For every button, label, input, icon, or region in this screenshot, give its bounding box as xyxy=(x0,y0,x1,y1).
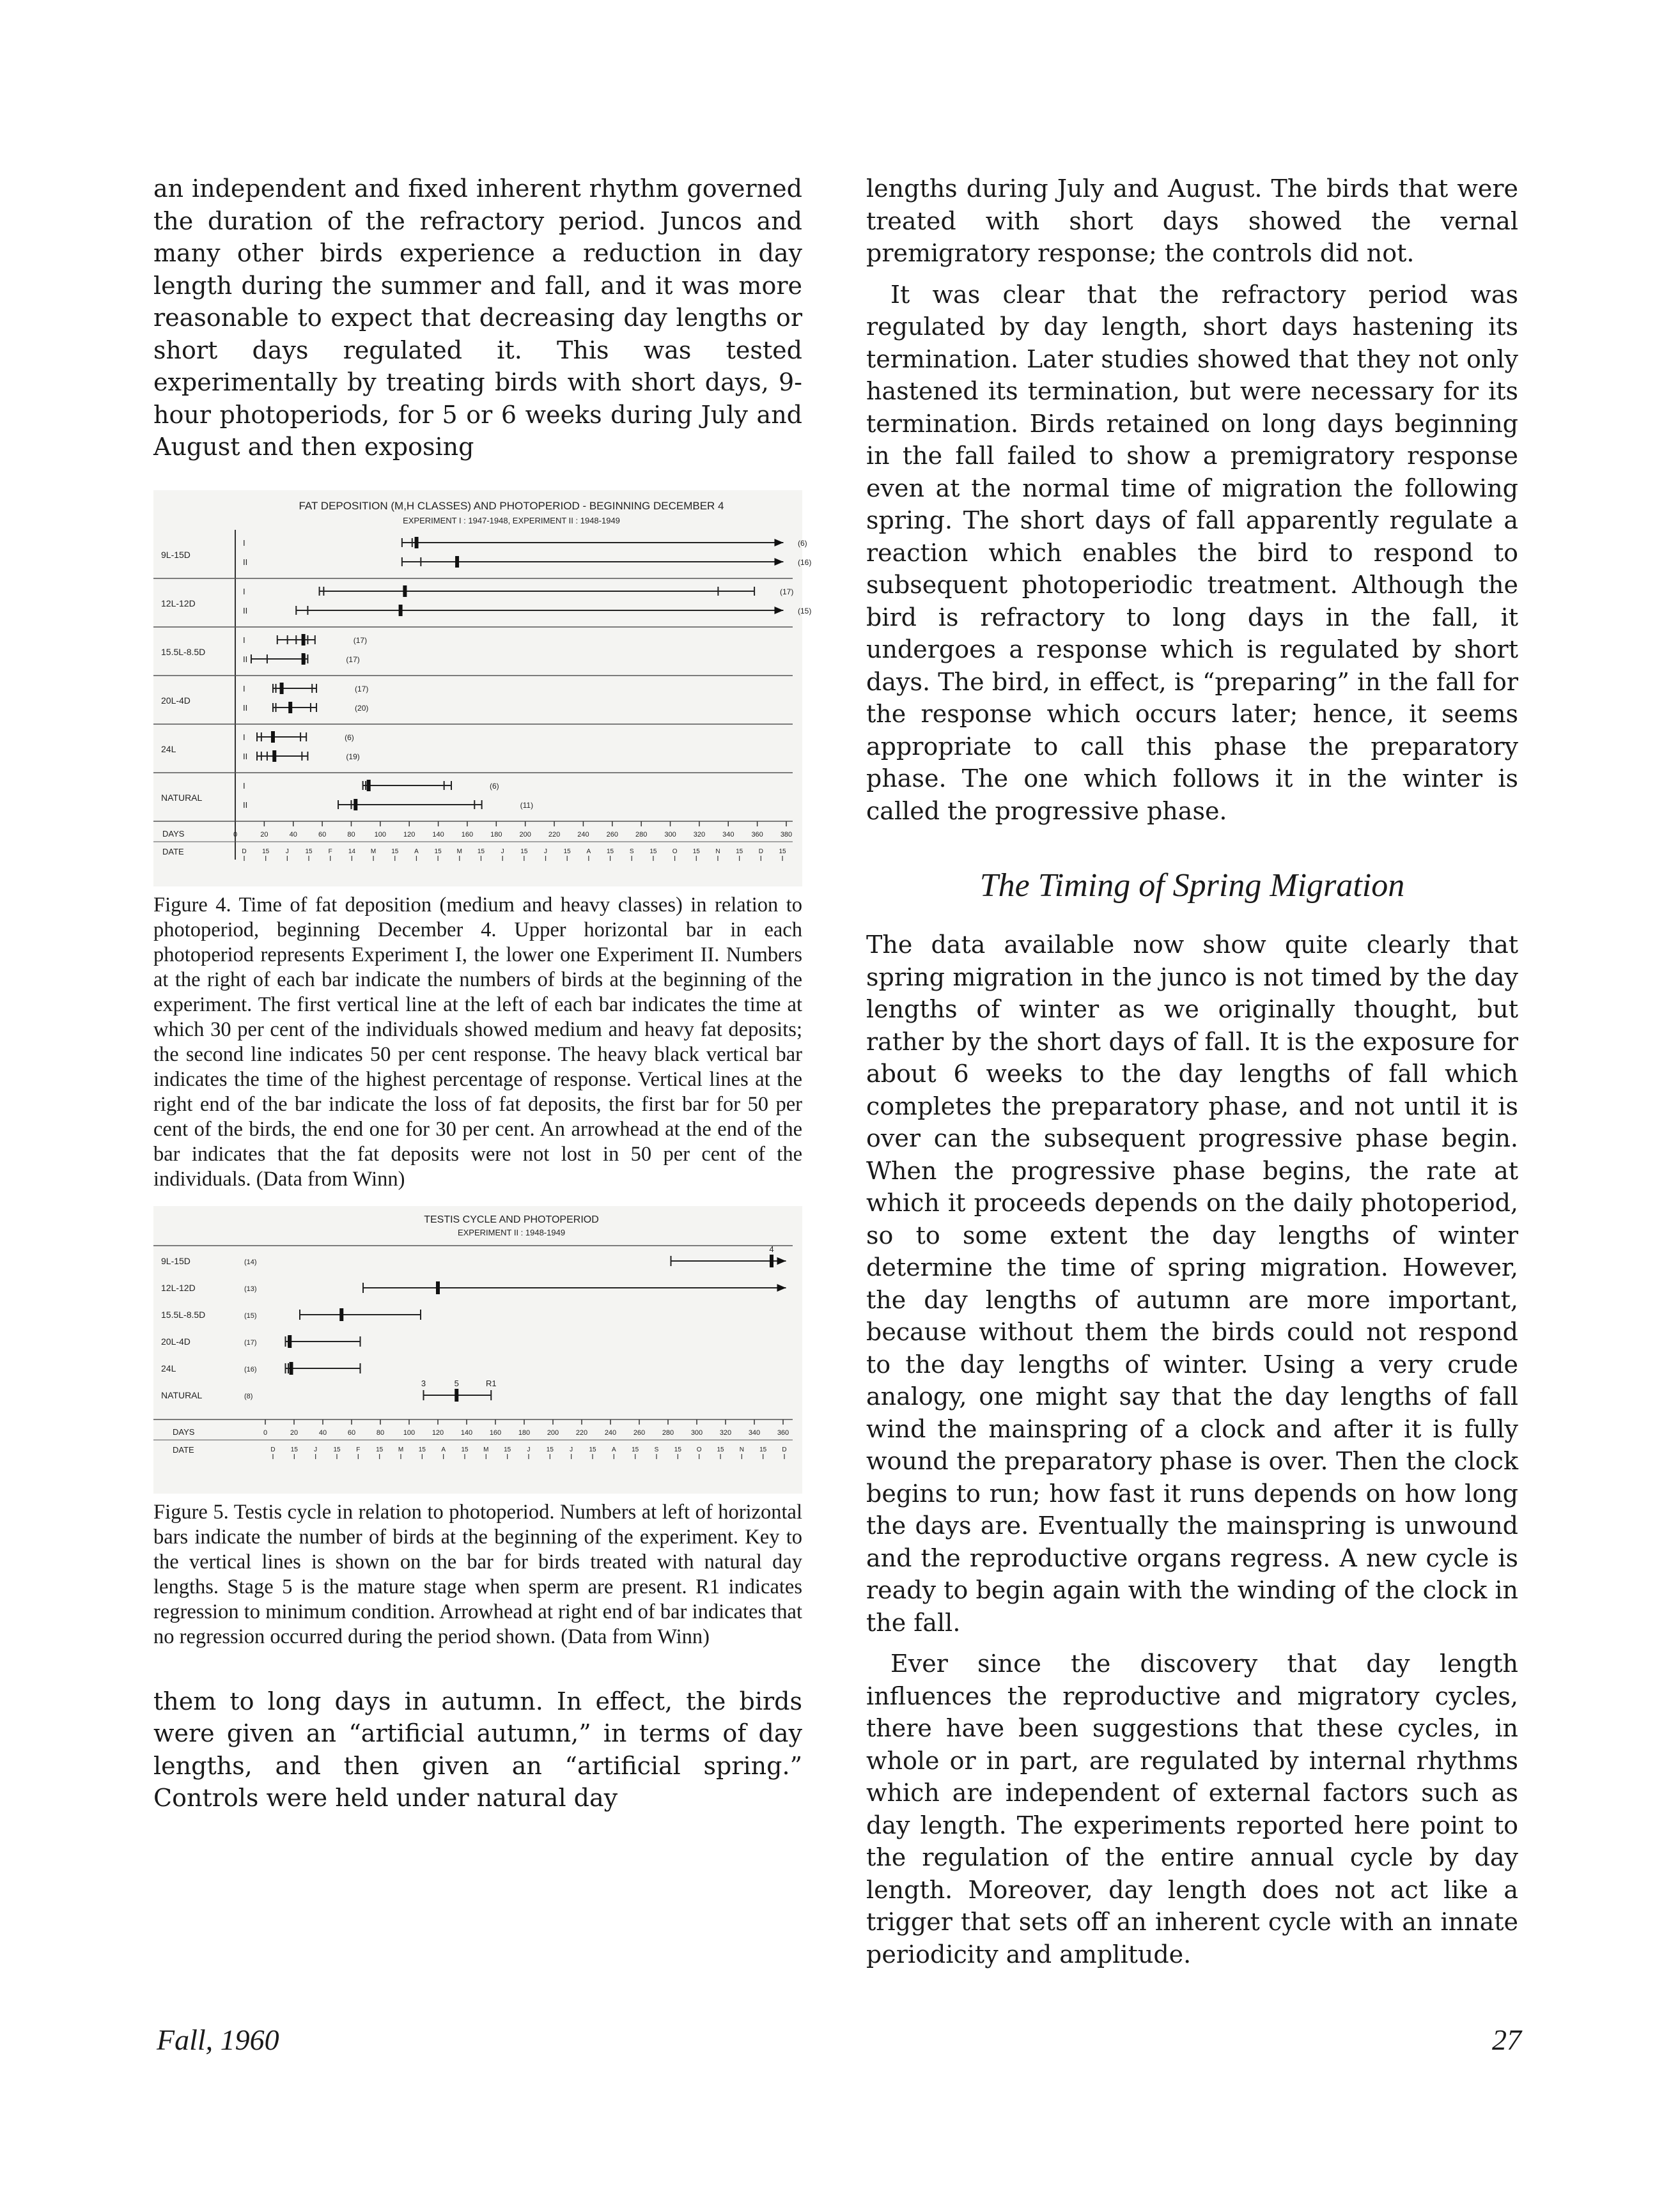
figure-5-caption: Figure 5. Testis cycle in relation to photoperiod. Numbers at left of horizontal bars indicate the number of birds at the beginning of the experiment. Key to the vertical lines is shown on the bar for birds treated with natural day lengths. Stage 5 is the mature stage when sperm are present. R1 indicates regression to minimum condition. Arrowhead at right end of bar indicates that no regression occurred during the period shown. (Data from Winn) xyxy=(153,1500,802,1648)
group-label: 9L-15D xyxy=(161,549,190,560)
date-label: DATE xyxy=(173,1444,194,1455)
key-label: R1 xyxy=(485,1378,497,1388)
experiment-label: I xyxy=(243,538,245,548)
experiment-label: II xyxy=(243,557,248,567)
x-tick-label: 160 xyxy=(461,830,474,839)
x-tick-label: 80 xyxy=(376,1428,385,1437)
x-tick-label: 120 xyxy=(403,830,416,839)
x-tick-label: 160 xyxy=(489,1428,502,1437)
fat-deposition-chart xyxy=(153,490,812,886)
bird-count: (17) xyxy=(244,1338,257,1347)
peak-bar xyxy=(399,605,403,616)
key-label: 3 xyxy=(421,1378,426,1388)
x-tick-label: 260 xyxy=(606,830,618,839)
chart-title: FAT DEPOSITION (M,H CLASSES) AND PHOTOPERIOD - BEGINNING DECEMBER 4 xyxy=(299,499,724,512)
date-tick-label: 15 xyxy=(674,1446,681,1453)
body-paragraph: Ever since the discovery that day length influences the reproductive and migratory cycles, there have been suggestions that these cycles, in whole or in part, are regulated by internal rhythms which are independent of external factors such as day length. The experiments reported here point to the regulation of the entire annual cycle by day length. Moreover, day length does not act like a trigger that sets off an inherent cycle with an innate periodicity and amplitude. xyxy=(866,1650,1518,1968)
date-tick-label: D xyxy=(758,847,763,855)
key-label: 5 xyxy=(454,1378,459,1388)
date-tick-label: J xyxy=(570,1446,573,1453)
experiment-label: II xyxy=(243,800,248,810)
date-tick-label: A xyxy=(441,1446,446,1453)
group-label: NATURAL xyxy=(161,792,203,803)
experiment-label: II xyxy=(243,654,248,664)
right-column xyxy=(866,173,1518,1970)
row-label: 20L-4D xyxy=(161,1336,190,1347)
x-tick-label: 60 xyxy=(347,1428,356,1437)
x-tick-label: 20 xyxy=(290,1428,299,1437)
bird-count: (6) xyxy=(345,732,354,742)
date-tick-label: 15 xyxy=(376,1446,384,1453)
peak-bar xyxy=(339,1308,343,1321)
date-tick-label: D xyxy=(782,1446,787,1453)
x-tick-label: 120 xyxy=(431,1428,444,1437)
date-tick-label: O xyxy=(696,1446,702,1453)
row-label: 12L-12D xyxy=(161,1282,196,1293)
date-tick-label: D xyxy=(270,1446,276,1453)
x-tick-label: 100 xyxy=(374,830,387,839)
date-tick-label: 15 xyxy=(333,1446,341,1453)
x-tick-label: 220 xyxy=(575,1428,588,1437)
date-tick-label: J xyxy=(501,847,504,855)
body-paragraph: lengths during July and August. The birds that were treated with short days showed the vernal premigratory response; the controls did not. xyxy=(866,174,1518,267)
peak-bar xyxy=(280,683,284,694)
peak-bar xyxy=(288,1335,291,1348)
date-tick-label: O xyxy=(672,847,678,855)
peak-bar xyxy=(354,799,357,810)
peak-bar xyxy=(455,1389,458,1402)
days-label: DAYS xyxy=(173,1427,195,1437)
left-column xyxy=(153,173,812,1814)
x-tick-label: 140 xyxy=(460,1428,473,1437)
x-tick-label: 360 xyxy=(751,830,763,839)
body-paragraph: The data available now show quite clearly that spring migration in the junco is not timed by the day lengths of winter as we originally thought, but rather by the short days of fall. It is the exposure for about 6 weeks to the day lengths of fall which completes the preparatory phase, and not until it is over can the subsequent progressive phase begin. When the progressive phase begins, the rate at which it proceeds depends on the daily photoperiod, so to some extent the day lengths of winter determine the time of spring migration. However, the day lengths of autumn are more important, because without them the birds could not respond to the day lengths of winter. Using a very crude analogy, one might say that the day lengths of fall wind the mainspring of a clock and after it is fully wound the preparatory phase is over. Then the clock begins to run; how fast it runs depends on how long the days are. Eventually the mainspring is unwound and the reproductive organs regress. A new cycle is ready to begin again with the winding of the clock in the fall. xyxy=(866,931,1518,1637)
date-tick-label: 15 xyxy=(418,1446,426,1453)
body-paragraph: them to long days in autumn. In effect, the birds were given an “artificial autumn,” in terms of day lengths, and then given an “artificial spring.” Controls were held under natural day xyxy=(153,1687,802,1812)
experiment-label: I xyxy=(243,635,245,645)
x-tick-label: 380 xyxy=(780,830,793,839)
date-tick-label: J xyxy=(544,847,548,855)
date-tick-label: S xyxy=(654,1446,659,1453)
date-tick-label: 15 xyxy=(759,1446,767,1453)
figure-5 xyxy=(153,1206,802,1494)
x-tick-label: 280 xyxy=(662,1428,674,1437)
peak-bar xyxy=(271,731,275,743)
row-label: 15.5L-8.5D xyxy=(161,1309,206,1320)
date-tick-label: 15 xyxy=(504,1446,511,1453)
date-tick-label: J xyxy=(314,1446,318,1453)
bird-count: (6) xyxy=(489,781,499,791)
x-tick-label: 320 xyxy=(719,1428,732,1437)
x-tick-label: 80 xyxy=(347,830,355,839)
date-tick-label: 15 xyxy=(632,1446,639,1453)
date-tick-label: 15 xyxy=(649,847,657,855)
bird-count: (17) xyxy=(353,635,368,645)
date-tick-label: M xyxy=(456,847,462,855)
date-tick-label: 15 xyxy=(589,1446,596,1453)
date-tick-label: 15 xyxy=(305,847,313,855)
date-tick-label: F xyxy=(328,847,332,855)
bird-count: (16) xyxy=(244,1365,257,1373)
date-tick-label: 14 xyxy=(348,847,355,855)
date-tick-label: J xyxy=(285,847,289,855)
x-tick-label: 200 xyxy=(519,830,531,839)
figure-background xyxy=(153,1206,802,1494)
group-label: 20L-4D xyxy=(161,695,190,706)
date-tick-label: N xyxy=(715,847,720,855)
group-label: 15.5L-8.5D xyxy=(161,646,206,657)
date-tick-label: 15 xyxy=(563,847,571,855)
date-tick-label: A xyxy=(611,1446,616,1453)
x-tick-label: 300 xyxy=(664,830,676,839)
experiment-label: I xyxy=(243,683,245,693)
bird-count: (17) xyxy=(780,587,794,596)
date-label: DATE xyxy=(162,846,184,856)
bird-count: (17) xyxy=(355,684,369,693)
peak-bar xyxy=(302,634,306,646)
experiment-label: II xyxy=(243,702,248,713)
row-label: NATURAL xyxy=(161,1389,203,1400)
x-tick-label: 0 xyxy=(263,1428,268,1437)
date-tick-label: 15 xyxy=(434,847,442,855)
bird-count: (20) xyxy=(355,703,369,713)
x-tick-label: 180 xyxy=(490,830,502,839)
peak-bar xyxy=(455,556,459,568)
x-tick-label: 100 xyxy=(403,1428,416,1437)
group-label: 24L xyxy=(161,743,176,754)
x-tick-label: 280 xyxy=(635,830,648,839)
days-label: DAYS xyxy=(162,828,185,839)
testis-cycle-chart xyxy=(153,1206,802,1494)
experiment-label: II xyxy=(243,751,248,761)
x-tick-label: 40 xyxy=(318,1428,327,1437)
x-tick-label: 240 xyxy=(604,1428,617,1437)
date-tick-label: 15 xyxy=(461,1446,469,1453)
date-tick-label: A xyxy=(586,847,591,855)
peak-bar xyxy=(272,750,276,762)
x-tick-label: 140 xyxy=(432,830,444,839)
bird-count: (17) xyxy=(346,654,360,664)
date-tick-label: N xyxy=(739,1446,744,1453)
date-tick-label: 15 xyxy=(736,847,743,855)
x-tick-label: 260 xyxy=(633,1428,646,1437)
date-tick-label: 15 xyxy=(262,847,270,855)
experiment-label: I xyxy=(243,780,245,791)
bird-count: (14) xyxy=(244,1258,257,1266)
date-tick-label: D xyxy=(242,847,247,855)
peak-bar xyxy=(403,585,407,597)
bird-count: (19) xyxy=(346,752,360,761)
date-tick-label: 15 xyxy=(779,847,786,855)
peak-bar xyxy=(302,653,306,665)
date-tick-label: 15 xyxy=(290,1446,298,1453)
page-number: 27 xyxy=(1492,2023,1521,2056)
stage-label: 4 xyxy=(769,1244,774,1254)
figure-4 xyxy=(153,490,812,886)
date-tick-label: M xyxy=(398,1446,404,1453)
date-tick-label: 15 xyxy=(391,847,399,855)
x-tick-label: 0 xyxy=(233,830,238,839)
bird-count: (11) xyxy=(520,800,534,810)
row-label: 24L xyxy=(161,1363,176,1373)
figure-4-caption: Figure 4. Time of fat deposition (medium and heavy classes) in relation to photoperiod, beginning December 4. Upper horizontal bar in each photoperiod represents Experiment I, the lower one Experiment II. Numbers at the right of each bar indicate the numbers of birds at the beginning of the experiment. The first vertical line at the left of each bar indicates the time at which 30 per cent of the individuals showed medium and heavy fat deposits; the second line indicates 50 per cent response. The heavy black vertical bar indicates the time of the highest percentage of response. Vertical lines at the right end of the bar indicate the loss of fat deposits, the first bar for 50 per cent of the birds, the end one for 30 per cent. An arrowhead at the end of the bar indicates that the fat deposits were not lost in 50 per cent of the individuals. (Data from Winn) xyxy=(153,893,802,1191)
footer-issue: Fall, 1960 xyxy=(157,2023,279,2056)
bird-count: (6) xyxy=(798,538,807,548)
x-tick-label: 200 xyxy=(547,1428,559,1437)
date-tick-label: 15 xyxy=(692,847,700,855)
bird-count: (15) xyxy=(244,1311,257,1320)
x-tick-label: 300 xyxy=(690,1428,703,1437)
date-tick-label: 15 xyxy=(606,847,614,855)
row-label: 9L-15D xyxy=(161,1255,190,1266)
chart-subtitle: EXPERIMENT II : 1948-1949 xyxy=(457,1227,566,1237)
section-heading: The Timing of Spring Migration xyxy=(979,867,1405,904)
chart-subtitle: EXPERIMENT I : 1947-1948, EXPERIMENT II : 1948-1949 xyxy=(403,515,620,525)
date-tick-label: M xyxy=(483,1446,489,1453)
date-tick-label: F xyxy=(356,1446,361,1453)
x-tick-label: 360 xyxy=(777,1428,789,1437)
peak-bar xyxy=(367,780,371,791)
x-tick-label: 340 xyxy=(748,1428,761,1437)
peak-bar xyxy=(436,1281,440,1294)
bird-count: (15) xyxy=(798,606,812,615)
date-tick-label: A xyxy=(414,847,419,855)
peak-bar xyxy=(770,1255,773,1267)
x-tick-label: 20 xyxy=(260,830,268,839)
date-tick-label: S xyxy=(629,847,634,855)
date-tick-label: M xyxy=(370,847,377,855)
peak-bar xyxy=(290,1362,293,1375)
x-tick-label: 180 xyxy=(518,1428,531,1437)
bird-count: (8) xyxy=(244,1392,253,1400)
x-tick-label: 320 xyxy=(693,830,706,839)
bird-count: (13) xyxy=(244,1285,257,1293)
x-tick-label: 220 xyxy=(548,830,561,839)
x-tick-label: 60 xyxy=(318,830,327,839)
x-tick-label: 240 xyxy=(577,830,589,839)
date-tick-label: 15 xyxy=(546,1446,554,1453)
group-label: 12L-12D xyxy=(161,598,196,608)
date-tick-label: 15 xyxy=(520,847,528,855)
x-tick-label: 340 xyxy=(722,830,734,839)
body-paragraph: an independent and fixed inherent rhythm governed the duration of the refractory period. Juncos and many other birds experience a reduction in day length during the summer and fall, and it was more reasonable to expect that decreasing day lengths or short days regulated it. This was tested experimentally by treating birds with short days, 9-hour photoperiods, for 5 or 6 weeks during July and August and then exposing xyxy=(153,174,802,461)
figure-background xyxy=(153,490,802,886)
experiment-label: I xyxy=(243,586,245,596)
x-tick-label: 40 xyxy=(289,830,297,839)
peak-bar xyxy=(288,702,292,713)
peak-bar xyxy=(415,537,419,548)
date-tick-label: 15 xyxy=(717,1446,724,1453)
experiment-label: II xyxy=(243,605,248,615)
chart-title: TESTIS CYCLE AND PHOTOPERIOD xyxy=(424,1214,599,1225)
body-paragraph: It was clear that the refractory period was regulated by day length, short days hastening its termination. Later studies showed that they not only hastened its termination, but were necessary for its termination. Birds retained on long days beginning in the fall failed to show a premigratory response even at the normal time of migration the following spring. The short days of fall apparently regulate a reaction which enables the bird to respond to subsequent photoperiodic treatment. Although the bird is refractory to long days in the fall, it undergoes a response which is regulated by short days. The bird, in effect, is “preparing” in the fall for the response which occurs later; hence, it seems appropriate to call this phase the preparatory phase. The one which follows it in the winter is called the progressive phase. xyxy=(866,280,1518,825)
experiment-label: I xyxy=(243,732,245,742)
date-tick-label: 15 xyxy=(477,847,485,855)
bird-count: (16) xyxy=(798,557,812,567)
date-tick-label: J xyxy=(527,1446,531,1453)
